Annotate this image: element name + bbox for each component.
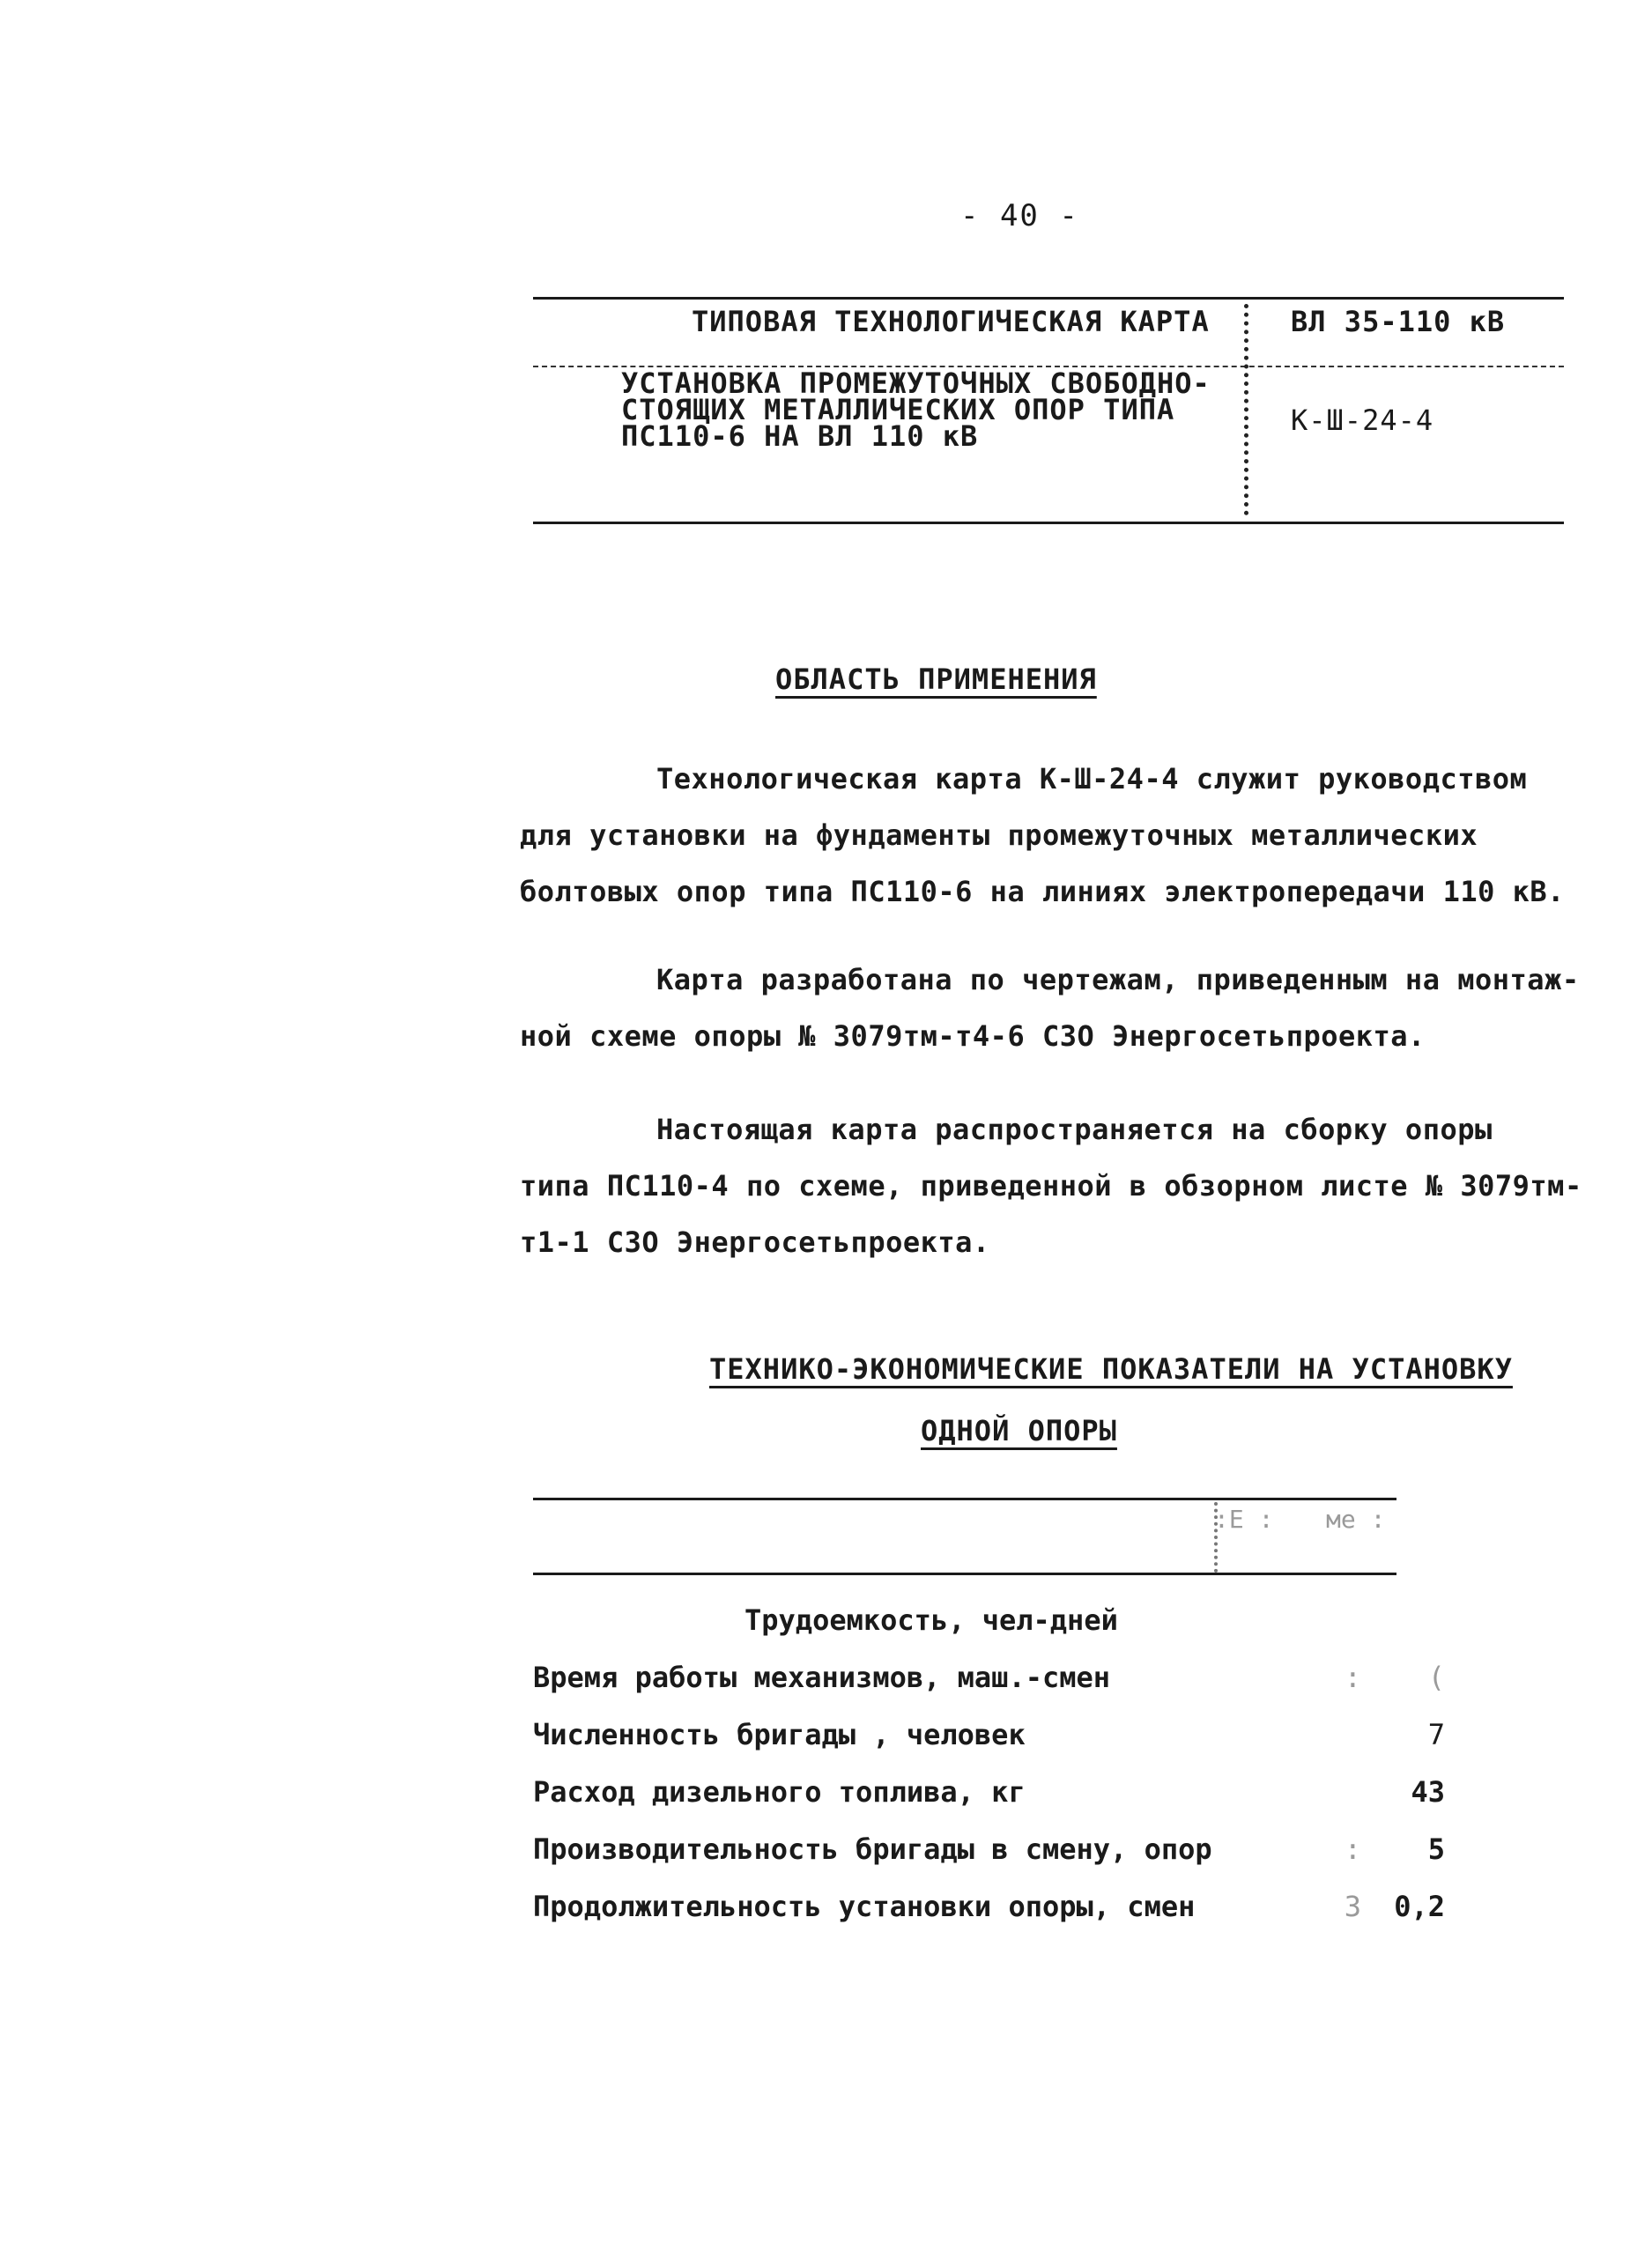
table-header-rule xyxy=(533,1573,1396,1575)
header-bottom-rule xyxy=(533,522,1564,524)
paragraph-line: Карта разработана по чертежам, приведенным на монтаж- xyxy=(656,963,1580,996)
table-row-label: Продолжительность установки опоры, смен xyxy=(533,1890,1196,1923)
table-row-col2: 7 xyxy=(1427,1718,1445,1751)
section-title-scope: ОБЛАСТЬ ПРИМЕНЕНИЯ xyxy=(775,663,1097,696)
table-row-label: Численность бригады , человек xyxy=(533,1718,1026,1751)
paragraph-line: типа ПС110-4 по схеме, приведенной в обзорном листе № 3079тм- xyxy=(520,1169,1582,1203)
table-row-col1: 3 xyxy=(1344,1890,1361,1923)
table-row-label: Трудоемкость, чел-дней xyxy=(745,1603,1118,1637)
header-column-divider xyxy=(1244,304,1248,515)
section-title-indicators: ТЕХНИКО-ЭКОНОМИЧЕСКИЕ ПОКАЗАТЕЛИ НА УСТАНОВКУ xyxy=(709,1352,1513,1386)
table-row-col2: 5 xyxy=(1427,1832,1445,1866)
table-row-label: Расход дизельного топлива, кг xyxy=(533,1775,1026,1809)
table-header-faint-2: ме : xyxy=(1326,1505,1386,1534)
table-row-col2: 0,2 xyxy=(1394,1890,1445,1923)
page-number: - 40 - xyxy=(960,198,1079,233)
paragraph-line: ной схеме опоры № 3079тм-т4-6 СЗО Энергосетьпроекта. xyxy=(520,1019,1426,1053)
table-header-faint-1: :Е : xyxy=(1214,1505,1274,1534)
paragraph-3 xyxy=(520,1101,1582,1270)
paragraph-line: Настоящая карта распространяется на сборку опоры xyxy=(656,1113,1493,1146)
table-row-col2: ( xyxy=(1427,1661,1445,1694)
table-top-rule xyxy=(533,1498,1396,1500)
paragraph-line: для установки на фундаменты промежуточных металлических xyxy=(520,818,1478,852)
paragraph-line: т1-1 СЗО Энергосетьпроекта. xyxy=(520,1225,990,1259)
table-row-label: Время работы механизмов, маш.-смен xyxy=(533,1661,1111,1694)
paragraph-line: Технологическая карта К-Ш-24-4 служит руководством xyxy=(656,762,1528,796)
section-title-indicators-line2: ОДНОЙ ОПОРЫ xyxy=(921,1414,1117,1447)
table-row-label: Производительность бригады в смену, опор xyxy=(533,1832,1212,1866)
paragraph-line: болтовых опор типа ПС110-6 на линиях электропередачи 110 кВ. xyxy=(520,875,1565,908)
table-row-col2: 43 xyxy=(1411,1775,1445,1809)
header-description-line: УСТАНОВКА ПРОМЕЖУТОЧНЫХ СВОБОДНО- xyxy=(621,366,1211,400)
header-description xyxy=(621,366,1220,453)
header-description-line: ПС110-6 НА ВЛ 110 кВ xyxy=(621,419,979,453)
paragraph-2 xyxy=(520,951,1580,1064)
header-card-code: К-Ш-24-4 xyxy=(1291,403,1434,437)
header-title: ТИПОВАЯ ТЕХНОЛОГИЧЕСКАЯ КАРТА xyxy=(692,305,1210,338)
header-scope-code: ВЛ 35-110 кВ xyxy=(1291,305,1506,338)
table-row-col1: : xyxy=(1344,1832,1361,1866)
header-description-line: СТОЯЩИХ МЕТАЛЛИЧЕСКИХ ОПОР ТИПА xyxy=(621,393,1175,426)
table-row-col1: : xyxy=(1344,1661,1361,1694)
header-top-rule xyxy=(533,297,1564,300)
paragraph-1 xyxy=(520,751,1565,920)
